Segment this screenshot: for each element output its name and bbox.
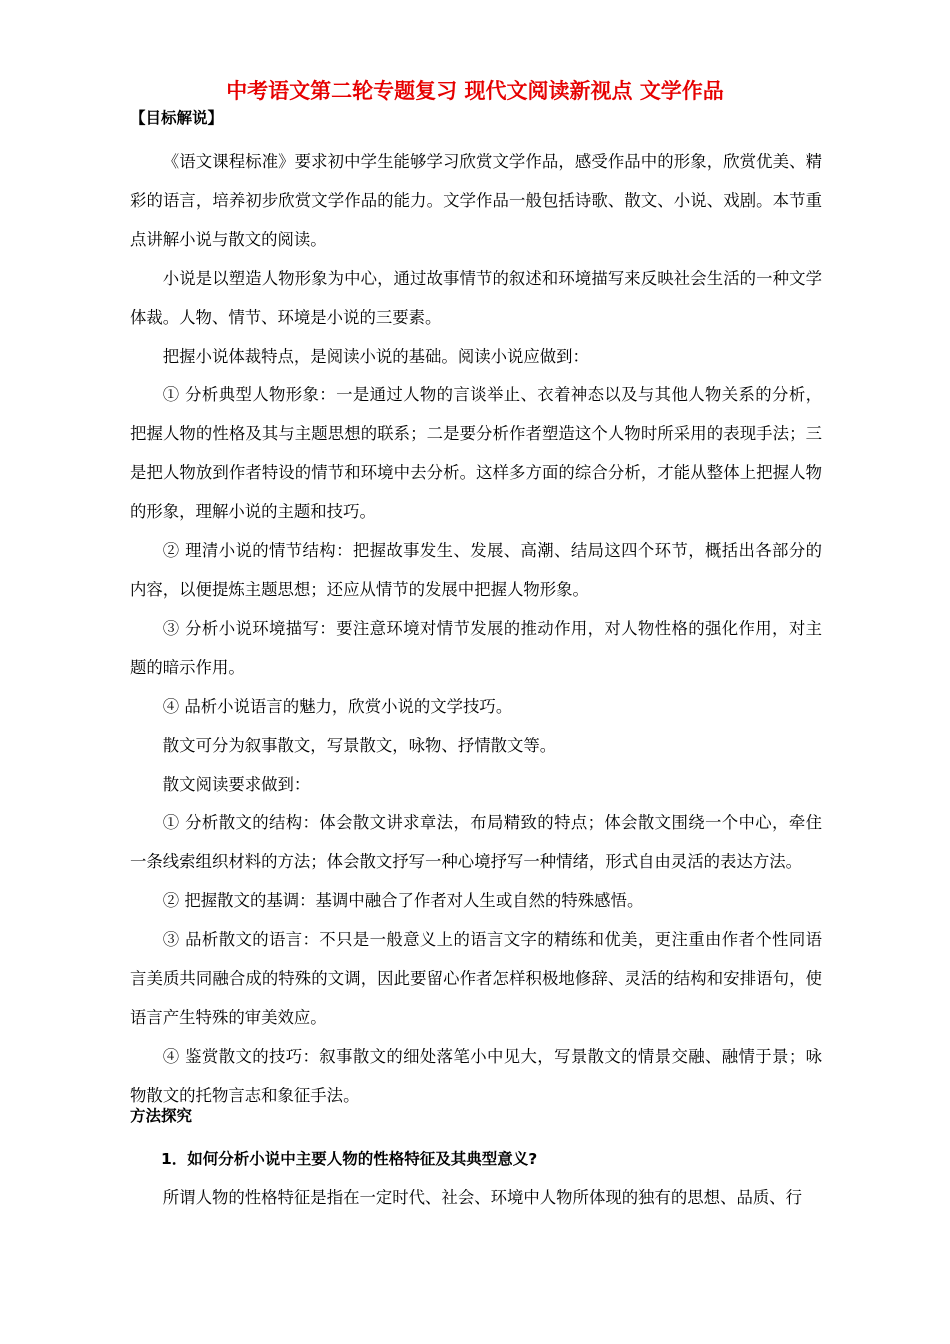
paragraph: 散文阅读要求做到：: [162, 774, 311, 794]
paragraph: 散文可分为叙事散文，写景散文，咏物、抒情散文等。: [162, 735, 557, 755]
paragraph: ④ 品析小说语言的魅力，欣赏小说的文学技巧。: [162, 696, 513, 716]
question-heading: 1．如何分析小说中主要人物的性格特征及其典型意义?: [161, 1150, 538, 1168]
paragraph: 所谓人物的性格特征是指在一定时代、社会、环境中人物所体现的独有的思想、品质、行: [162, 1187, 803, 1207]
document-title: 中考语文第二轮专题复习 现代文阅读新视点 文学作品: [226, 79, 724, 103]
paragraph: ③ 分析小说环境描写：要注意环境对情节发展的推动作用，对人物性格的强化作用，对主题的暗示作用。: [130, 618, 822, 677]
paragraph: ② 把握散文的基调：基调中融合了作者对人生或自然的特殊感悟。: [162, 891, 644, 911]
section-heading-methods: 方法探究: [130, 1107, 193, 1125]
paragraph: 《语文课程标准》要求初中学生能够学习欣赏文学作品，感受作品中的形象，欣赏优美、精彩的语言，培养初步欣赏文学作品的能力。文学作品一般包括诗歌、散文、小说、戏剧。本节重点讲解小说与散文的阅读。: [130, 152, 822, 249]
section-heading-goals: 【目标解说】: [130, 109, 224, 127]
paragraph: ④ 鉴赏散文的技巧：叙事散文的细处落笔小中见大，写景散文的情景交融、融情于景；咏物散文的托物言志和象征手法。: [130, 1046, 822, 1105]
paragraph: ① 分析散文的结构：体会散文讲求章法，布局精致的特点；体会散文围绕一个中心，牵住一条线索组织材料的方法；体会散文抒写一种心境抒写一种情绪，形式自由灵活的表达方法。: [130, 813, 822, 872]
paragraph: ③ 品析散文的语言：不只是一般意义上的语言文字的精练和优美，更注重由作者个性同语言美质共同融合成的特殊的文调，因此要留心作者怎样积极地修辞、灵活的结构和安排语句，使语言产生特殊的审美效应。: [130, 930, 822, 1027]
paragraph: 小说是以塑造人物形象为中心，通过故事情节的叙述和环境描写来反映社会生活的一种文学体裁。人物、情节、环境是小说的三要素。: [130, 268, 822, 327]
body-text: [130, 143, 822, 1116]
methods-text: [130, 1140, 822, 1218]
paragraph: ② 理清小说的情节结构：把握故事发生、发展、高潮、结局这四个环节，概括出各部分的内容，以便提炼主题思想；还应从情节的发展中把握人物形象。: [130, 541, 822, 599]
paragraph: 把握小说体裁特点，是阅读小说的基础。阅读小说应做到：: [162, 346, 589, 366]
paragraph: ① 分析典型人物形象：一是通过人物的言谈举止、衣着神态以及与其他人物关系的分析，把握人物的性格及其与主题思想的联系；二是要分析作者塑造这个人物时所采用的表现手法；三是把人物放到作者特设的情节和环境中去分析。这样多方面的综合分析，才能从整体上把握人物的形象，理解小说的主题和技巧。: [130, 385, 822, 522]
